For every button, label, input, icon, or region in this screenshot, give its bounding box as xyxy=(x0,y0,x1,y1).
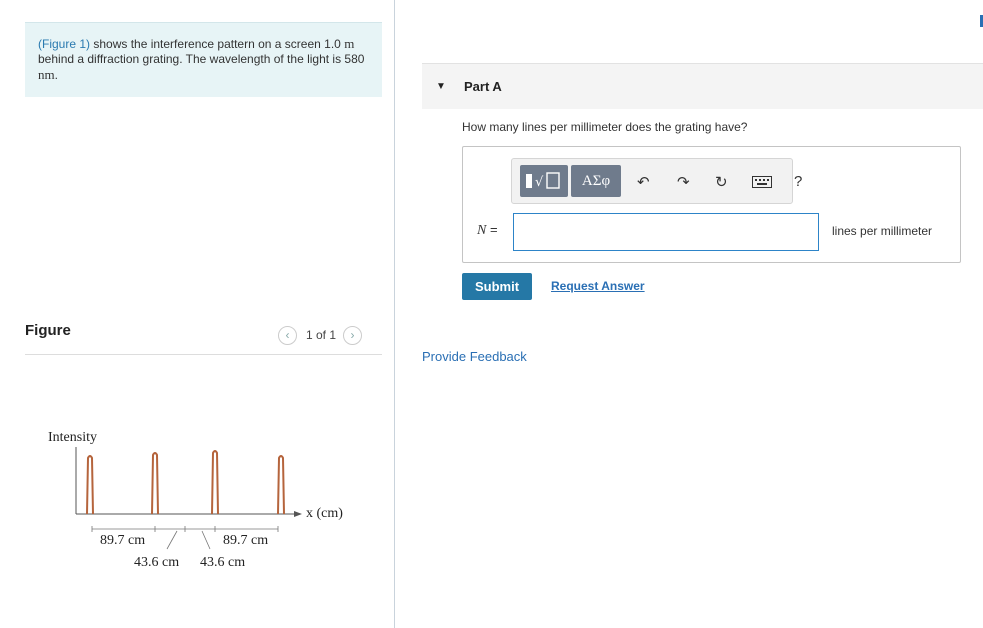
redo-icon[interactable]: ↷ xyxy=(677,174,690,191)
dim-outer-right: 89.7 cm xyxy=(223,533,269,548)
prev-figure-button[interactable] xyxy=(278,326,297,345)
templates-button[interactable] xyxy=(520,165,568,197)
wavelength-unit: nm xyxy=(38,67,55,82)
x-axis-label: x (cm) xyxy=(306,506,343,521)
chevron-left-icon: ‹ xyxy=(285,328,290,342)
templates-icon xyxy=(523,169,565,193)
variable-name: N xyxy=(477,223,487,238)
distance-value: 1.0 xyxy=(324,37,341,51)
variable-label xyxy=(477,222,498,239)
peak-1 xyxy=(87,456,93,514)
figure-title: Figure xyxy=(25,322,71,339)
dim-outer-left: 89.7 cm xyxy=(100,533,146,548)
submit-button[interactable]: Submit xyxy=(462,273,532,300)
reset-icon[interactable]: ↻ xyxy=(715,174,728,191)
peak-2 xyxy=(152,453,158,514)
peak-3 xyxy=(212,451,218,514)
chevron-right-icon: › xyxy=(350,328,355,342)
wavelength-value: 580 xyxy=(344,52,365,66)
dim-inner-right: 43.6 cm xyxy=(200,555,246,570)
svg-text:√: √ xyxy=(535,175,544,190)
equals-sign: = xyxy=(486,222,498,237)
math-toolbar xyxy=(511,158,803,204)
figure-link[interactable]: (Figure 1) xyxy=(38,37,91,51)
part-a-header[interactable] xyxy=(422,63,983,109)
interference-figure xyxy=(40,420,360,580)
figure-divider xyxy=(25,354,382,355)
intro-text-1: shows the interference pattern on a screen xyxy=(90,37,325,51)
figure-pager xyxy=(278,323,362,347)
units-label: lines per millimeter xyxy=(832,224,933,238)
answer-box xyxy=(462,146,961,263)
caret-down-icon[interactable]: ▼ xyxy=(436,81,446,92)
next-figure-button[interactable] xyxy=(343,326,362,345)
pane-divider xyxy=(394,0,395,628)
part-title: Part A xyxy=(464,79,502,94)
dim-inner-left: 43.6 cm xyxy=(134,555,180,570)
provide-feedback-link[interactable]: Provide Feedback xyxy=(422,349,527,364)
intro-text-2: behind a diffraction grating. The wavelength of the light is xyxy=(38,52,345,66)
problem-intro xyxy=(25,22,382,97)
greek-symbols-button[interactable]: ΑΣφ xyxy=(571,165,621,197)
answer-input[interactable] xyxy=(513,213,819,251)
intro-text-3: . xyxy=(54,68,58,82)
distance-unit: m xyxy=(344,36,355,51)
intensity-axis-label: Intensity xyxy=(48,430,97,445)
peak-4 xyxy=(278,456,284,514)
left-pane xyxy=(0,0,395,628)
keyboard-icon[interactable] xyxy=(752,175,772,192)
undo-icon[interactable]: ↶ xyxy=(637,174,650,191)
question-text: How many lines per millimeter does the grating have? xyxy=(462,120,748,134)
help-icon[interactable]: ? xyxy=(794,173,803,190)
pager-text: 1 of 1 xyxy=(306,328,337,342)
request-answer-link[interactable]: Request Answer xyxy=(551,279,645,293)
x-axis-arrow xyxy=(294,511,302,517)
